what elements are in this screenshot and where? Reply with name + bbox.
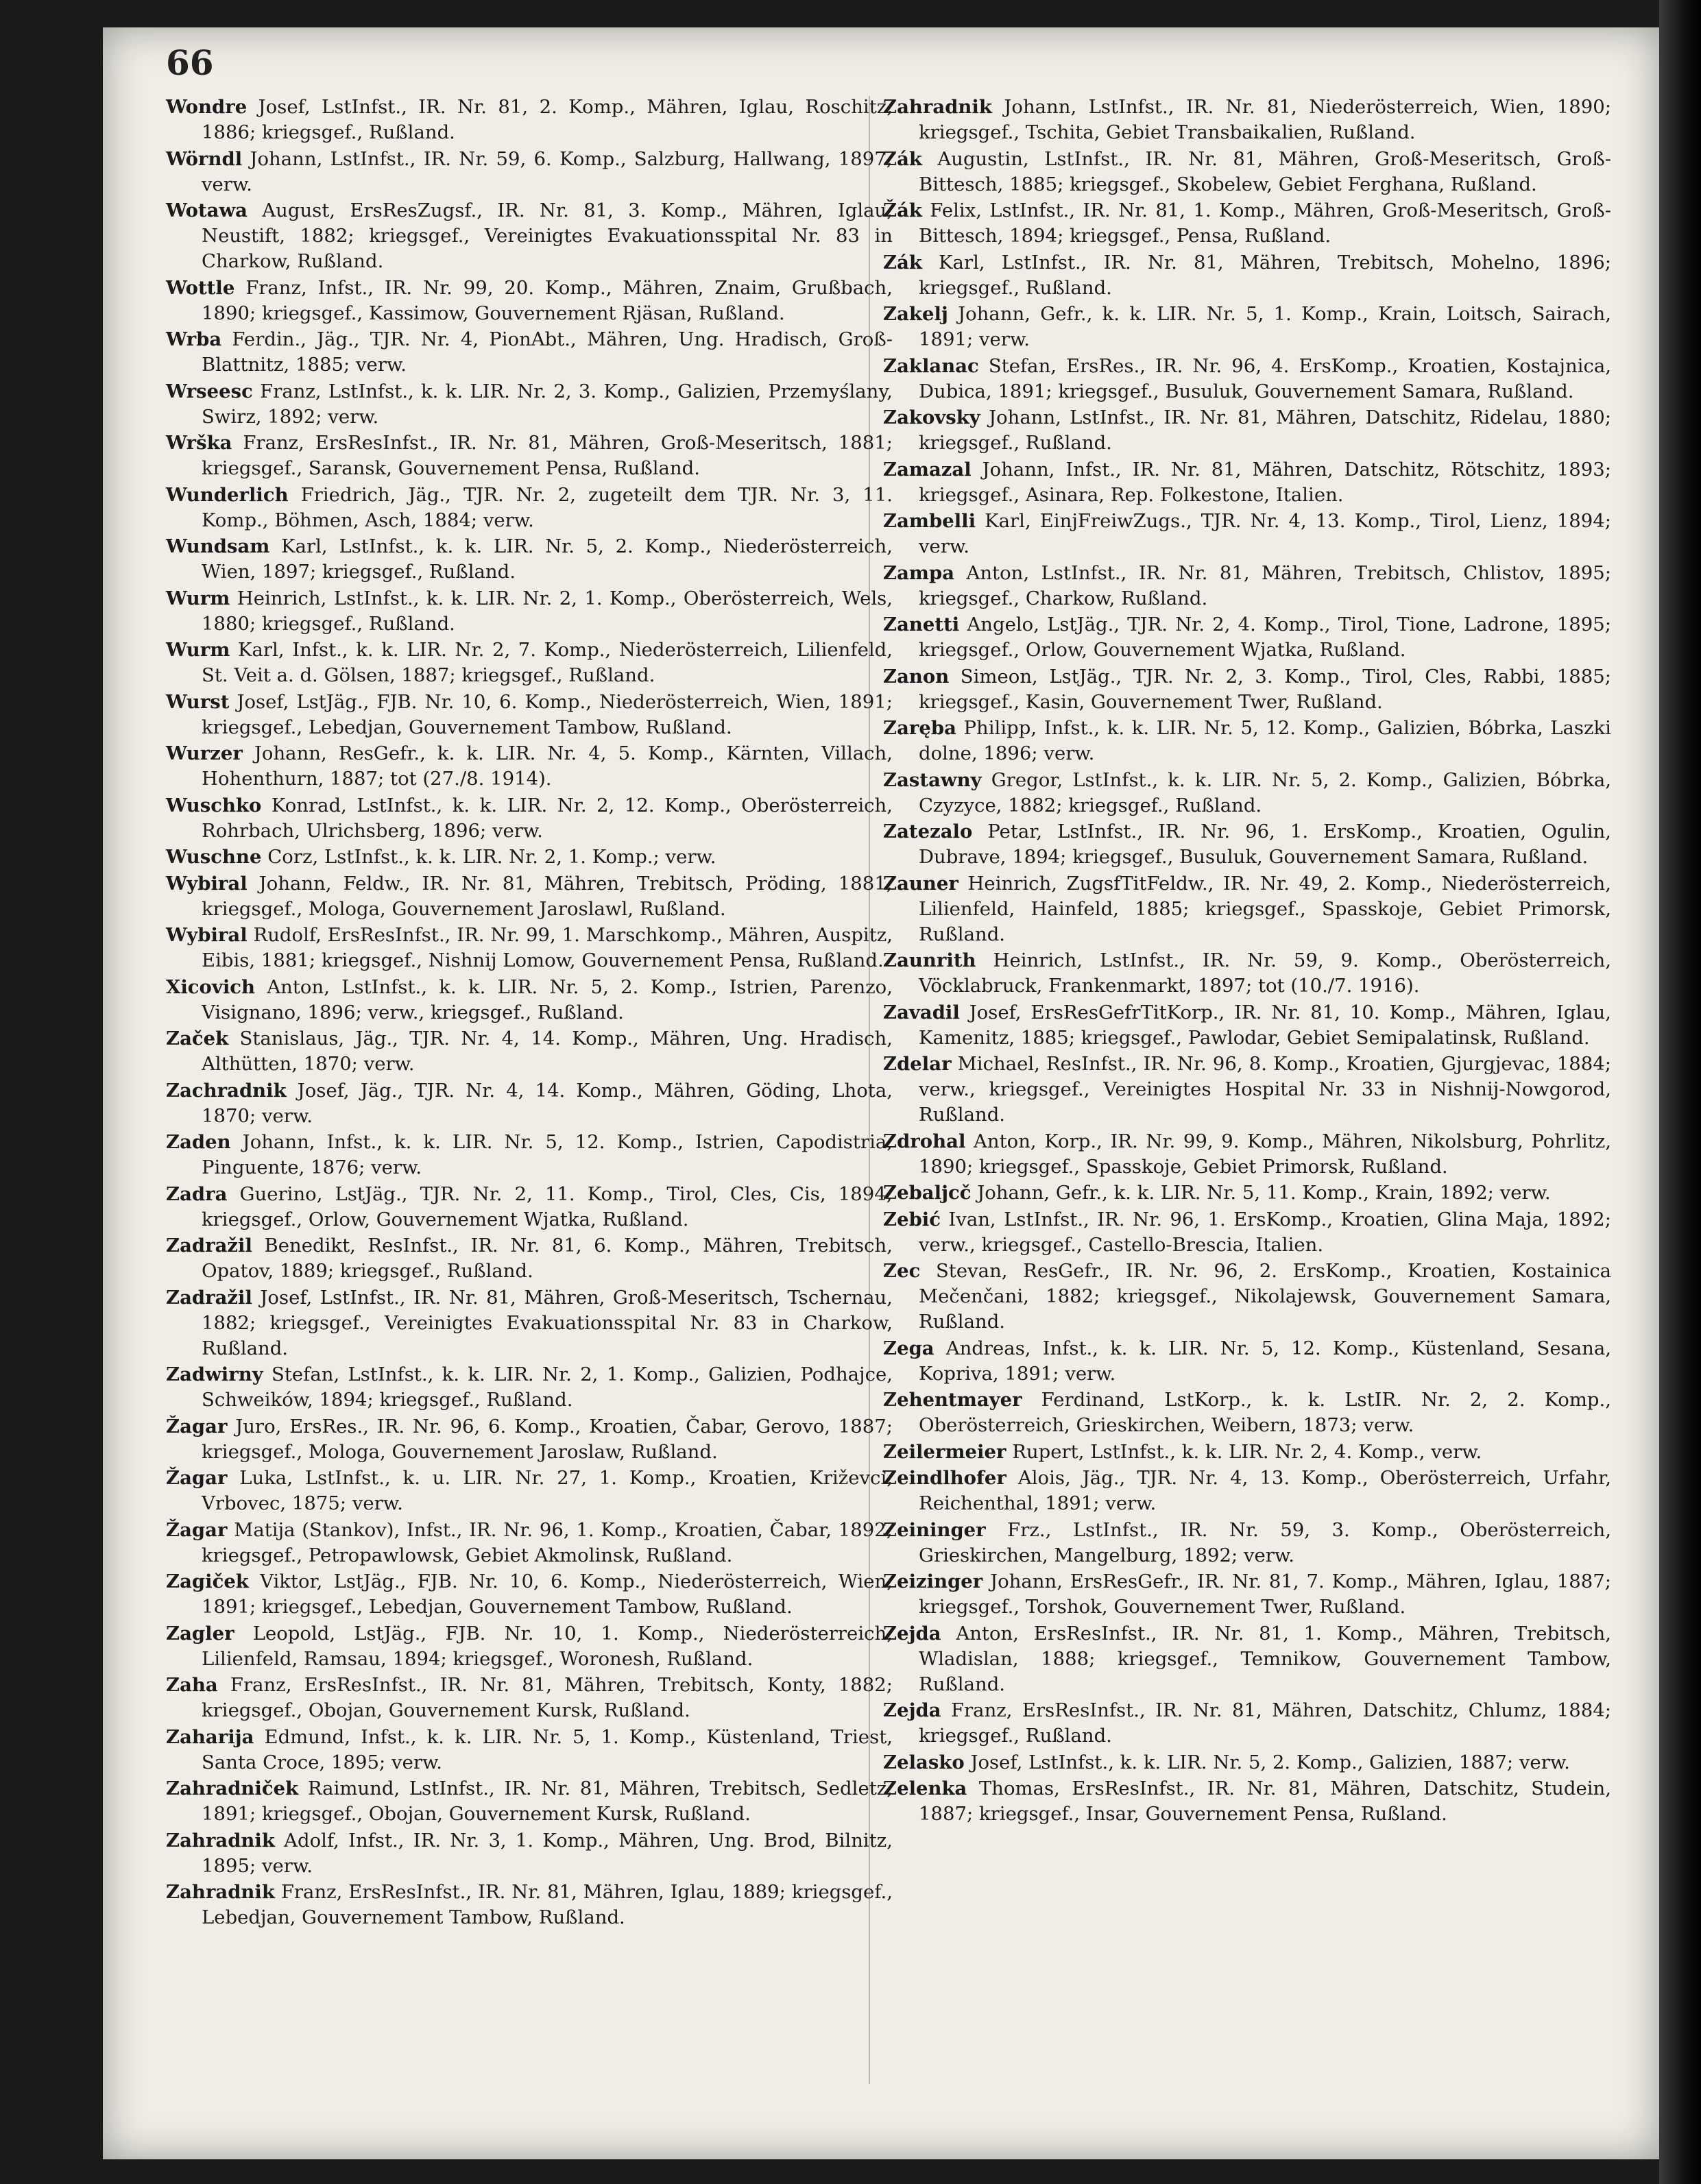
entry-details: Thomas, ErsResInfst., IR. Nr. 81, Mähren, Datschitz, Studein, 1887; kriegsgef., Insar, Gouvernement Pensa, Rußland. — [919, 1777, 1611, 1825]
entry-surname: Zakovsky — [883, 407, 980, 428]
register-entry — [166, 1285, 893, 1361]
entry-details: Stanislaus, Jäg., TJR. Nr. 4, 14. Komp., Mähren, Ung. Hradisch, Althütten, 1870; verw. — [202, 1028, 893, 1075]
entry-details: Anton, LstInfst., IR. Nr. 81, Mähren, Trebitsch, Chlistov, 1895; kriegsgef., Charkow, Rußland. — [919, 561, 1611, 609]
register-entry — [883, 1207, 1611, 1258]
entry-details: Andreas, Infst., k. k. LIR. Nr. 5, 12. Komp., Küstenland, Sesana, Kopriva, 1891; verw. — [919, 1337, 1611, 1385]
entry-details: Josef, Jäg., TJR. Nr. 4, 14. Komp., Mähren, Göding, Lhota, 1870; verw. — [202, 1079, 893, 1127]
entry-surname: Zák — [883, 147, 922, 170]
entry-details: Michael, ResInfst., IR. Nr. 96, 8. Komp., Kroatien, Gjurgjevac, 1884; verw., kriegsgef., Vereinigtes Hospital Nr. 33 in Nishnij-Nowgorod, Rußland. — [919, 1053, 1612, 1126]
entry-details: Johann, LstInfst., IR. Nr. 81, Mähren, Datschitz, Ridelau, 1880; kriegsgef., Rußland. — [919, 407, 1611, 454]
entry-surname: Zampa — [883, 561, 955, 584]
register-entry — [166, 483, 893, 533]
entry-details: Frz., LstInfst., IR. Nr. 59, 3. Komp., Oberösterreich, Grieskirchen, Mangelburg, 1892; verw. — [919, 1518, 1611, 1566]
entry-surname: Zaharija — [166, 1725, 254, 1748]
entry-surname: Zadra — [166, 1182, 228, 1205]
entry-surname: Zelenka — [883, 1777, 967, 1799]
entry-surname: Zeizinger — [883, 1570, 983, 1592]
register-entry — [166, 741, 893, 792]
register-entry — [166, 1026, 893, 1077]
register-entry — [166, 586, 893, 637]
register-entry — [883, 948, 1611, 999]
entry-details: Rupert, LstInfst., k. k. LIR. Nr. 2, 4. Komp., verw. — [1012, 1440, 1482, 1463]
entry-surname: Zeilermeier — [883, 1440, 1006, 1463]
entry-surname: Zaha — [166, 1674, 218, 1696]
entry-details: Juro, ErsRes., IR. Nr. 96, 6. Komp., Kroatien, Čabar, Gerovo, 1887; kriegsgef., Mologa, Gouvernement Jaroslaw, Rußland. — [202, 1415, 893, 1463]
entry-surname: Zanon — [883, 665, 950, 688]
entry-details: Augustin, LstInfst., IR. Nr. 81, Mähren, Groß-Meseritsch, Groß-Bittesch, 1885; kriegsgef., Skobelew, Gebiet Ferghana, Rußland. — [919, 147, 1611, 195]
entry-surname: Zadražil — [166, 1286, 252, 1309]
entry-details: Gregor, LstInfst., k. k. LIR. Nr. 5, 2. Komp., Galizien, Bóbrka, Czyzyce, 1882; kriegsgef., Rußland. — [919, 768, 1611, 816]
entry-details: Rudolf, ErsResInfst., IR. Nr. 99, 1. Marschkomp., Mähren, Auspitz, Eibis, 1881; kriegsgef., Nishnij Lomow, Gouvernement Pensa, Rußland. — [202, 924, 893, 971]
entry-details: Heinrich, LstInfst., k. k. LIR. Nr. 2, 1. Komp., Oberösterreich, Wels, 1880; kriegsgef., Rußland. — [202, 587, 893, 635]
page-number: 66 — [166, 43, 214, 83]
entry-surname: Wuschko — [166, 794, 262, 816]
entry-surname: Zahradniček — [166, 1777, 299, 1799]
entry-surname: Zelasko — [883, 1751, 965, 1773]
entry-details: Johann, Gefr., k. k. LIR. Nr. 5, 1. Komp., Krain, Loitsch, Sairach, 1891; verw. — [919, 303, 1611, 350]
entry-details: Leopold, LstJäg., FJB. Nr. 10, 1. Komp., Niederösterreich, Lilienfeld, Ramsau, 1894; kriegsgef., Woronesh, Rußland. — [202, 1622, 893, 1670]
register-entry — [166, 1621, 893, 1672]
entry-details: Franz, ErsResInfst., IR. Nr. 81, Mähren, Groß-Meseritsch, 1881; kriegsgef., Saransk, Gouvernement Pensa, Rußland. — [202, 432, 893, 479]
entry-details: Corz, LstInfst., k. k. LIR. Nr. 2, 1. Komp.; verw. — [267, 846, 716, 868]
register-entry — [883, 147, 1611, 197]
entry-details: Karl, EinjFreiwZugs., TJR. Nr. 4, 13. Komp., Tirol, Lienz, 1894; verw. — [919, 510, 1611, 557]
register-entry — [166, 1130, 893, 1180]
register-entry — [166, 147, 893, 197]
entry-details: Johann, ErsResGefr., IR. Nr. 81, 7. Komp., Mähren, Iglau, 1887; kriegsgef., Torshok, Gouvernement Twer, Rußland. — [919, 1570, 1611, 1618]
entry-surname: Zanetti — [883, 614, 960, 635]
entry-details: Franz, ErsResInfst., IR. Nr. 81, Mähren, Datschitz, Chlumz, 1884; kriegsgef., Rußland. — [919, 1699, 1611, 1747]
entry-details: Guerino, LstJäg., TJR. Nr. 2, 11. Komp., Tirol, Cles, Cis, 1894; kriegsgef., Orlow, Gouvernement Wjatka, Rußland. — [202, 1182, 893, 1230]
register-entry — [883, 819, 1611, 870]
register-entry — [166, 534, 893, 585]
register-entry — [166, 1362, 893, 1413]
register-entry — [883, 1259, 1611, 1335]
entry-details: Franz, ErsResInfst., IR. Nr. 81, Mähren, Iglau, 1889; kriegsgef., Lebedjan, Gouvernement Tambow, Rußland. — [202, 1881, 893, 1928]
register-entry — [883, 250, 1611, 301]
register-entry — [883, 1129, 1611, 1180]
entry-surname: Žák — [883, 199, 922, 221]
right-column — [883, 95, 1611, 1828]
entry-surname: Zaręba — [883, 717, 956, 739]
register-entry — [166, 975, 893, 1026]
register-entry — [883, 1052, 1611, 1128]
register-entry — [166, 923, 893, 973]
entry-surname: Wörndl — [166, 147, 243, 170]
entry-surname: Zagler — [166, 1622, 234, 1645]
entry-details: Matija (Stankov), Infst., IR. Nr. 96, 1. Komp., Kroatien, Čabar, 1892; kriegsgef., Petropawlowsk, Gebiet Akmolinsk, Rußland. — [202, 1518, 893, 1566]
entry-details: Johann, LstInfst., IR. Nr. 81, Niederösterreich, Wien, 1890; kriegsgef., Tschita, Gebiet Transbaikalien, Rußland. — [919, 96, 1611, 143]
entry-surname: Zdrohal — [883, 1130, 966, 1152]
register-entry — [166, 1414, 893, 1465]
entry-surname: Žagar — [166, 1467, 228, 1489]
entry-details: Friedrich, Jäg., TJR. Nr. 2, zugeteilt dem TJR. Nr. 3, 11. Komp., Böhmen, Asch, 1884; verw. — [202, 483, 893, 531]
entry-details: Karl, LstInfst., IR. Nr. 81, Mähren, Trebitsch, Mohelno, 1896; kriegsgef., Rußland. — [919, 251, 1611, 299]
entry-details: Johann, ResGefr., k. k. LIR. Nr. 4, 5. Komp., Kärnten, Villach, Hohenthurn, 1887; tot (27./8. 1914). — [202, 742, 893, 790]
entry-surname: Wrseesc — [166, 380, 253, 402]
register-entry — [883, 1698, 1611, 1749]
entry-surname: Zaklanac — [883, 354, 979, 377]
register-entry — [883, 457, 1611, 508]
entry-details: Anton, LstInfst., k. k. LIR. Nr. 5, 2. Komp., Istrien, Parenzo, Visignano, 1896; verw., kriegsgef., Rußland. — [202, 975, 893, 1023]
entry-details: Petar, LstInfst., IR. Nr. 96, 1. ErsKomp., Kroatien, Ogulin, Dubrave, 1894; kriegsgef., Busuluk, Gouvernement Samara, Rußland. — [919, 821, 1611, 868]
entry-surname: Zehentmayer — [883, 1389, 1022, 1411]
entry-surname: Zebić — [883, 1208, 941, 1230]
entry-details: Johann, Infst., k. k. LIR. Nr. 5, 12. Komp., Istrien, Capodistria, Pinguente, 1876; verw. — [202, 1131, 893, 1178]
register-entry — [166, 198, 893, 274]
entry-surname: Zahradnik — [166, 1829, 275, 1852]
entry-surname: Zaden — [166, 1131, 231, 1153]
entry-surname: Wurm — [166, 639, 230, 661]
register-entry — [166, 690, 893, 740]
entry-details: Karl, Infst., k. k. LIR. Nr. 2, 7. Komp., Niederösterreich, Lilienfeld, St. Veit a. d. Gölsen, 1887; kriegsgef., Rußland. — [202, 639, 893, 686]
register-entry — [166, 430, 893, 481]
entry-surname: Zahradnik — [883, 96, 992, 118]
entry-surname: Zauner — [883, 872, 958, 895]
entry-surname: Zachradnik — [166, 1079, 287, 1102]
entry-surname: Xicovich — [166, 975, 256, 998]
entry-surname: Wottle — [166, 276, 235, 299]
entry-surname: Zakelj — [883, 303, 948, 325]
entry-details: August, ErsResZugsf., IR. Nr. 81, 3. Komp., Mähren, Iglau, Neustift, 1882; kriegsgef., Vereinigtes Evakuationsspital Nr. 83 in Charkow, Rußland. — [202, 199, 893, 272]
register-entry — [166, 276, 893, 326]
register-entry — [883, 1776, 1611, 1827]
register-entry — [166, 1182, 893, 1233]
entry-details: Josef, ErsResGefrTitKorp., IR. Nr. 81, 10. Komp., Mähren, Iglau, Kamenitz, 1885; kriegsgef., Pawlodar, Gebiet Semipalatinsk, Rußland. — [919, 1001, 1611, 1049]
register-entry — [883, 405, 1611, 456]
entry-details: Johann, Infst., IR. Nr. 81, Mähren, Datschitz, Rötschitz, 1893; kriegsgef., Asinara, Rep. Folkestone, Italien. — [919, 458, 1611, 506]
entry-details: Viktor, LstJäg., FJB. Nr. 10, 6. Komp., Niederösterreich, Wien, 1891; kriegsgef., Lebedjan, Gouvernement Tambow, Rußland. — [202, 1570, 893, 1618]
entry-details: Anton, Korp., IR. Nr. 99, 9. Komp., Mähren, Nikolsburg, Pohrlitz, 1890; kriegsgef., Spasskoje, Gebiet Primorsk, Rußland. — [919, 1130, 1611, 1178]
entry-details: Simeon, LstJäg., TJR. Nr. 2, 3. Komp., Tirol, Cles, Rabbi, 1885; kriegsgef., Kasin, Gouvernement Twer, Rußland. — [919, 665, 1611, 713]
register-entry — [883, 1000, 1611, 1051]
entry-surname: Zagiček — [166, 1570, 249, 1592]
entry-surname: Začek — [166, 1028, 229, 1049]
register-entry — [883, 1750, 1611, 1775]
register-entry — [166, 327, 893, 378]
entry-surname: Wunderlich — [166, 483, 289, 506]
entry-surname: Žagar — [166, 1415, 228, 1437]
register-entry — [166, 1776, 893, 1827]
register-entry — [883, 1466, 1611, 1516]
entry-details: Felix, LstInfst., IR. Nr. 81, 1. Komp., Mähren, Groß-Meseritsch, Groß-Bittesch, 1894; kriegsgef., Pensa, Rußland. — [919, 199, 1611, 247]
entry-details: Luka, LstInfst., k. u. LIR. Nr. 27, 1. Komp., Kroatien, Križevci, Vrbovec, 1875; verw. — [202, 1467, 893, 1514]
entry-details: Edmund, Infst., k. k. LIR. Nr. 5, 1. Komp., Küstenland, Triest, Santa Croce, 1895; verw. — [202, 1725, 893, 1773]
register-entry — [166, 1078, 893, 1129]
entry-surname: Wrba — [166, 328, 222, 350]
entry-surname: Wurm — [166, 587, 230, 609]
entry-surname: Wybiral — [166, 872, 248, 895]
entry-surname: Wurst — [166, 690, 230, 713]
register-entry — [166, 1673, 893, 1723]
entry-surname: Zavadil — [883, 1001, 960, 1023]
entry-surname: Zambelli — [883, 510, 976, 532]
entry-surname: Zadražil — [166, 1235, 252, 1257]
register-entry — [883, 1336, 1611, 1387]
entry-surname: Zaunrith — [883, 949, 976, 971]
entry-surname: Žagar — [166, 1518, 228, 1541]
register-entry — [883, 509, 1611, 559]
entry-surname: Zák — [883, 251, 922, 274]
register-entry — [883, 1621, 1611, 1697]
entry-details: Josef, LstInfst., IR. Nr. 81, 2. Komp., Mähren, Iglau, Roschitz, 1886; kriegsgef., Rußland. — [202, 96, 893, 143]
entry-details: Franz, Infst., IR. Nr. 99, 20. Komp., Mähren, Znaim, Grußbach, 1890; kriegsgef., Kassimow, Gouvernement Rjäsan, Rußland. — [202, 276, 893, 324]
entry-surname: Wrška — [166, 432, 232, 454]
register-entry — [883, 561, 1611, 611]
register-entry — [166, 1828, 893, 1879]
register-entry — [166, 1880, 893, 1930]
register-entry — [166, 638, 893, 688]
entry-details: Raimund, LstInfst., IR. Nr. 81, Mähren, Trebitsch, Sedletz, 1891; kriegsgef., Obojan, Gouvernement Kursk, Rußland. — [202, 1777, 893, 1825]
register-entry — [883, 871, 1611, 947]
entry-surname: Zejda — [883, 1622, 941, 1645]
register-entry — [883, 716, 1611, 766]
entry-details: Philipp, Infst., k. k. LIR. Nr. 5, 12. Komp., Galizien, Bóbrka, Laszki dolne, 1896; verw. — [919, 717, 1611, 764]
entry-details: Stevan, ResGefr., IR. Nr. 96, 2. ErsKomp., Kroatien, Kostainica Mečenčani, 1882; kriegsgef., Nikolajewsk, Gouvernement Samara, Rußland. — [919, 1260, 1611, 1333]
entry-details: Heinrich, LstInfst., IR. Nr. 59, 9. Komp., Oberösterreich, Vöcklabruck, Frankenmarkt, 1897; tot (10./7. 1916). — [919, 949, 1611, 997]
entry-details: Anton, ErsResInfst., IR. Nr. 81, 1. Komp., Mähren, Trebitsch, Wladislan, 1888; kriegsgef., Temnikow, Gouvernement Tambow, Rußland. — [919, 1622, 1611, 1695]
entry-details: Franz, LstInfst., k. k. LIR. Nr. 2, 3. Komp., Galizien, Przemyślany, Swirz, 1892; verw. — [202, 380, 893, 428]
entry-surname: Zeininger — [883, 1518, 986, 1541]
left-column — [166, 95, 893, 1932]
register-entry — [883, 612, 1611, 663]
entry-surname: Zebaljcč — [883, 1182, 972, 1204]
register-entry — [166, 1518, 893, 1568]
entry-details: Franz, ErsResInfst., IR. Nr. 81, Mähren, Trebitsch, Konty, 1882; kriegsgef., Obojan, Gouvernement Kursk, Rußland. — [202, 1674, 893, 1721]
entry-details: Ferdin., Jäg., TJR. Nr. 4, PionAbt., Mähren, Ung. Hradisch, Groß-Blattnitz, 1885; verw. — [202, 328, 893, 376]
entry-surname: Zamazal — [883, 458, 972, 481]
entry-surname: Zega — [883, 1337, 934, 1359]
entry-surname: Wondre — [166, 96, 248, 118]
entry-details: Konrad, LstInfst., k. k. LIR. Nr. 2, 12. Komp., Oberösterreich, Rohrbach, Ulrichsberg, 1896; verw. — [202, 794, 893, 842]
entry-details: Stefan, LstInfst., k. k. LIR. Nr. 2, 1. Komp., Galizien, Podhajce, Schweików, 1894; kriegsgef., Rußland. — [202, 1363, 893, 1411]
register-entry — [883, 768, 1611, 818]
register-entry — [166, 379, 893, 430]
entry-surname: Wotawa — [166, 199, 248, 221]
entry-details: Josef, LstInfst., IR. Nr. 81, Mähren, Groß-Meseritsch, Tschernau, 1882; kriegsgef., Vereinigtes Evakuationsspital Nr. 83 in Charkow, Rußland. — [202, 1286, 893, 1359]
entry-details: Stefan, ErsRes., IR. Nr. 96, 4. ErsKomp., Kroatien, Kostajnica, Dubica, 1891; kriegsgef., Busuluk, Gouvernement Samara, Rußland. — [919, 354, 1611, 402]
register-entry — [883, 354, 1611, 404]
register-entry — [883, 1180, 1611, 1206]
page-edge-shadow — [1659, 0, 1701, 2184]
register-entry — [166, 1725, 893, 1775]
register-entry — [883, 1387, 1611, 1438]
entry-details: Johann, Feldw., IR. Nr. 81, Mähren, Trebitsch, Pröding, 1881; kriegsgef., Mologa, Gouvernement Jaroslawl, Rußland. — [202, 872, 893, 920]
register-entry — [883, 95, 1611, 145]
register-entry — [166, 1466, 893, 1516]
entry-surname: Zdelar — [883, 1053, 952, 1075]
register-entry — [166, 95, 893, 145]
entry-details: Alois, Jäg., TJR. Nr. 4, 13. Komp., Oberösterreich, Urfahr, Reichenthal, 1891; verw. — [919, 1467, 1611, 1514]
register-entry — [883, 1440, 1611, 1465]
scanned-page — [103, 27, 1659, 2159]
entry-surname: Zeindlhofer — [883, 1467, 1006, 1489]
entry-details: Johann, LstInfst., IR. Nr. 59, 6. Komp., Salzburg, Hallwang, 1897; verw. — [202, 147, 893, 195]
entry-surname: Zec — [883, 1260, 921, 1282]
register-entry — [166, 871, 893, 922]
entry-surname: Zahradnik — [166, 1881, 275, 1903]
entry-details: Adolf, Infst., IR. Nr. 3, 1. Komp., Mähren, Ung. Brod, Bilnitz, 1895; verw. — [202, 1829, 893, 1877]
entry-surname: Wybiral — [166, 924, 248, 946]
register-entry — [883, 1569, 1611, 1620]
register-entry — [166, 793, 893, 844]
register-entry — [883, 198, 1611, 249]
entry-details: Heinrich, ZugsfTitFeldw., IR. Nr. 49, 2. Komp., Niederösterreich, Lilienfeld, Hainfeld, 1885; kriegsgef., Spasskoje, Gebiet Primorsk, Rußland. — [919, 872, 1611, 945]
entry-details: Benedikt, ResInfst., IR. Nr. 81, 6. Komp., Mähren, Trebitsch, Opatov, 1889; kriegsgef., Rußland. — [202, 1235, 893, 1282]
entry-details: Josef, LstInfst., k. k. LIR. Nr. 5, 2. Komp., Galizien, 1887; verw. — [970, 1751, 1570, 1773]
entry-surname: Zejda — [883, 1699, 941, 1721]
register-entry — [883, 302, 1611, 352]
entry-surname: Wundsam — [166, 535, 270, 557]
entry-surname: Wuschne — [166, 846, 262, 868]
entry-details: Karl, LstInfst., k. k. LIR. Nr. 5, 2. Komp., Niederösterreich, Wien, 1897; kriegsgef., Rußland. — [202, 535, 893, 583]
entry-surname: Zastawny — [883, 768, 982, 791]
entry-surname: Zadwirny — [166, 1363, 263, 1385]
entry-details: Johann, Gefr., k. k. LIR. Nr. 5, 11. Komp., Krain, 1892; verw. — [977, 1182, 1551, 1204]
register-entry — [883, 664, 1611, 715]
entry-surname: Wurzer — [166, 742, 243, 764]
register-entry — [166, 1569, 893, 1620]
register-entry — [883, 1518, 1611, 1568]
register-entry — [166, 1233, 893, 1284]
entry-details: Angelo, LstJäg., TJR. Nr. 2, 4. Komp., Tirol, Tione, Ladrone, 1895; kriegsgef., Orlow, Gouvernement Wjatka, Rußland. — [919, 614, 1611, 661]
entry-details: Ivan, LstInfst., IR. Nr. 96, 1. ErsKomp., Kroatien, Glina Maja, 1892; verw., kriegsgef., Castello-Brescia, Italien. — [919, 1208, 1611, 1256]
entry-details: Ferdinand, LstKorp., k. k. LstIR. Nr. 2, 2. Komp., Oberösterreich, Grieskirchen, Weibern, 1873; verw. — [919, 1389, 1611, 1436]
entry-surname: Zatezalo — [883, 821, 973, 842]
register-entry — [166, 845, 893, 870]
entry-details: Josef, LstJäg., FJB. Nr. 10, 6. Komp., Niederösterreich, Wien, 1891; kriegsgef., Lebedjan, Gouvernement Tambow, Rußland. — [202, 690, 893, 738]
